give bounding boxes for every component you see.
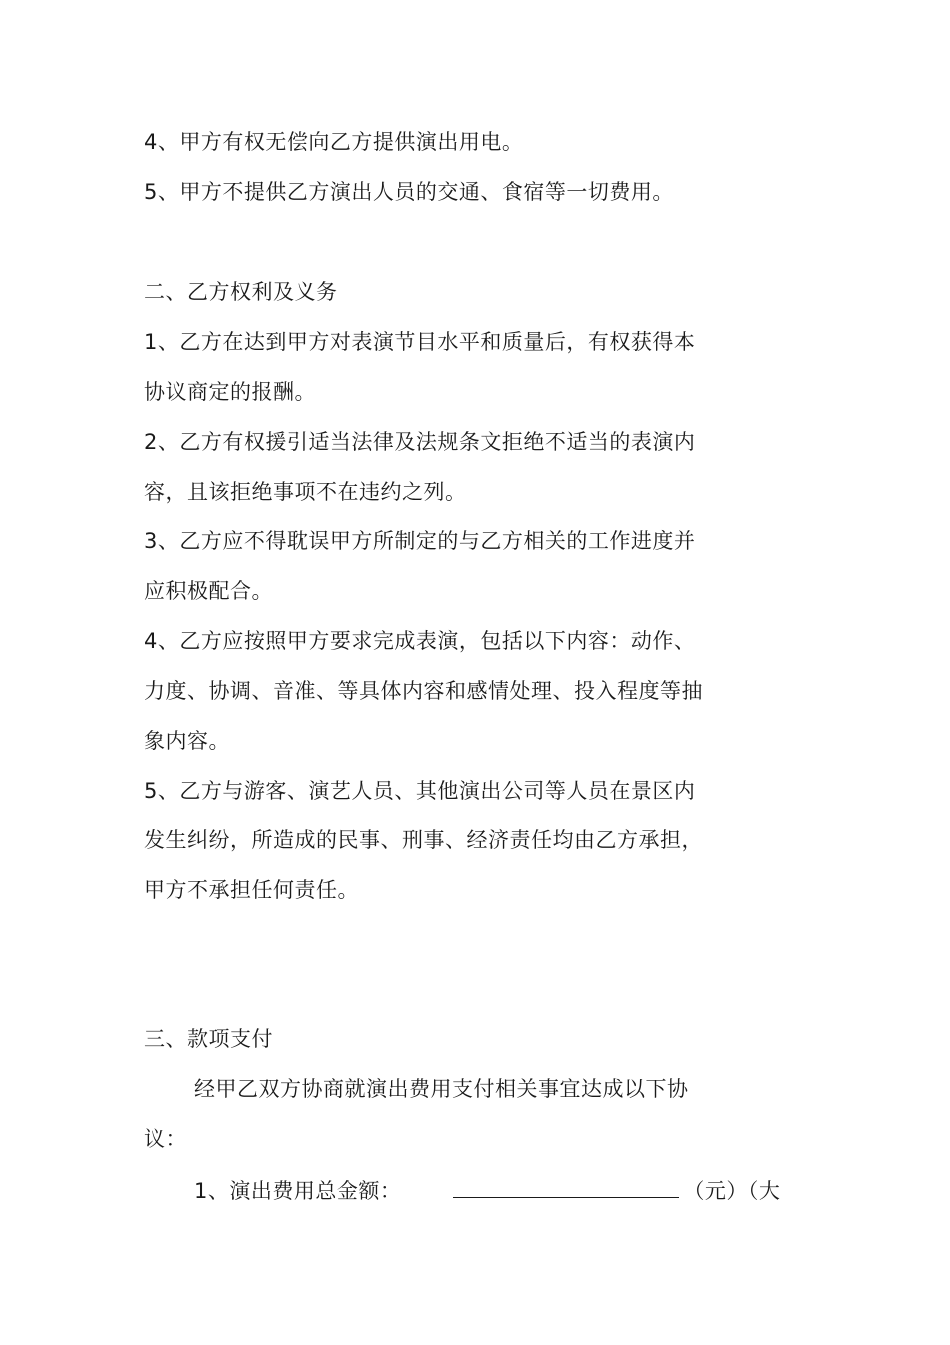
section-3-heading: 三、款项支付 <box>144 1027 273 1051</box>
total-amount-blank-field[interactable] <box>453 1177 679 1198</box>
party-b-item-5-line-2: 发生纠纷，所造成的民事、刑事、经济责任均由乙方承担， <box>144 828 703 852</box>
payment-intro-line-2: 议： <box>144 1127 187 1151</box>
party-b-item-4-line-3: 象内容。 <box>144 729 230 753</box>
party-a-item-4: 4、甲方有权无偿向乙方提供演出用电。 <box>144 130 524 154</box>
party-b-item-1-line-2: 协议商定的报酬。 <box>144 380 316 404</box>
party-a-item-5: 5、甲方不提供乙方演出人员的交通、食宿等一切费用。 <box>144 180 674 204</box>
party-b-item-4-line-1: 4、乙方应按照甲方要求完成表演，包括以下内容：动作、 <box>144 629 696 653</box>
party-b-item-3-line-1: 3、乙方应不得耽误甲方所制定的与乙方相关的工作进度并 <box>144 529 696 553</box>
total-amount-unit: （元）（大 <box>683 1179 781 1203</box>
party-b-item-2-line-1: 2、乙方有权援引适当法律及法规条文拒绝不适当的表演内 <box>144 430 696 454</box>
party-b-item-5-line-3: 甲方不承担任何责任。 <box>144 878 359 902</box>
total-amount-label: 1、演出费用总金额： <box>194 1179 402 1203</box>
party-b-item-3-line-2: 应积极配合。 <box>144 579 273 603</box>
section-2-heading: 二、乙方权利及义务 <box>144 280 338 304</box>
payment-item-1 <box>194 1177 780 1205</box>
party-b-item-2-line-2: 容，且该拒绝事项不在违约之列。 <box>144 480 467 504</box>
payment-intro-line-1: 经甲乙双方协商就演出费用支付相关事宜达成以下协 <box>194 1077 689 1101</box>
party-b-item-1-line-1: 1、乙方在达到甲方对表演节目水平和质量后，有权获得本 <box>144 330 696 354</box>
party-b-item-5-line-1: 5、乙方与游客、演艺人员、其他演出公司等人员在景区内 <box>144 779 696 803</box>
party-b-item-4-line-2: 力度、协调、音准、等具体内容和感情处理、投入程度等抽 <box>144 679 703 703</box>
